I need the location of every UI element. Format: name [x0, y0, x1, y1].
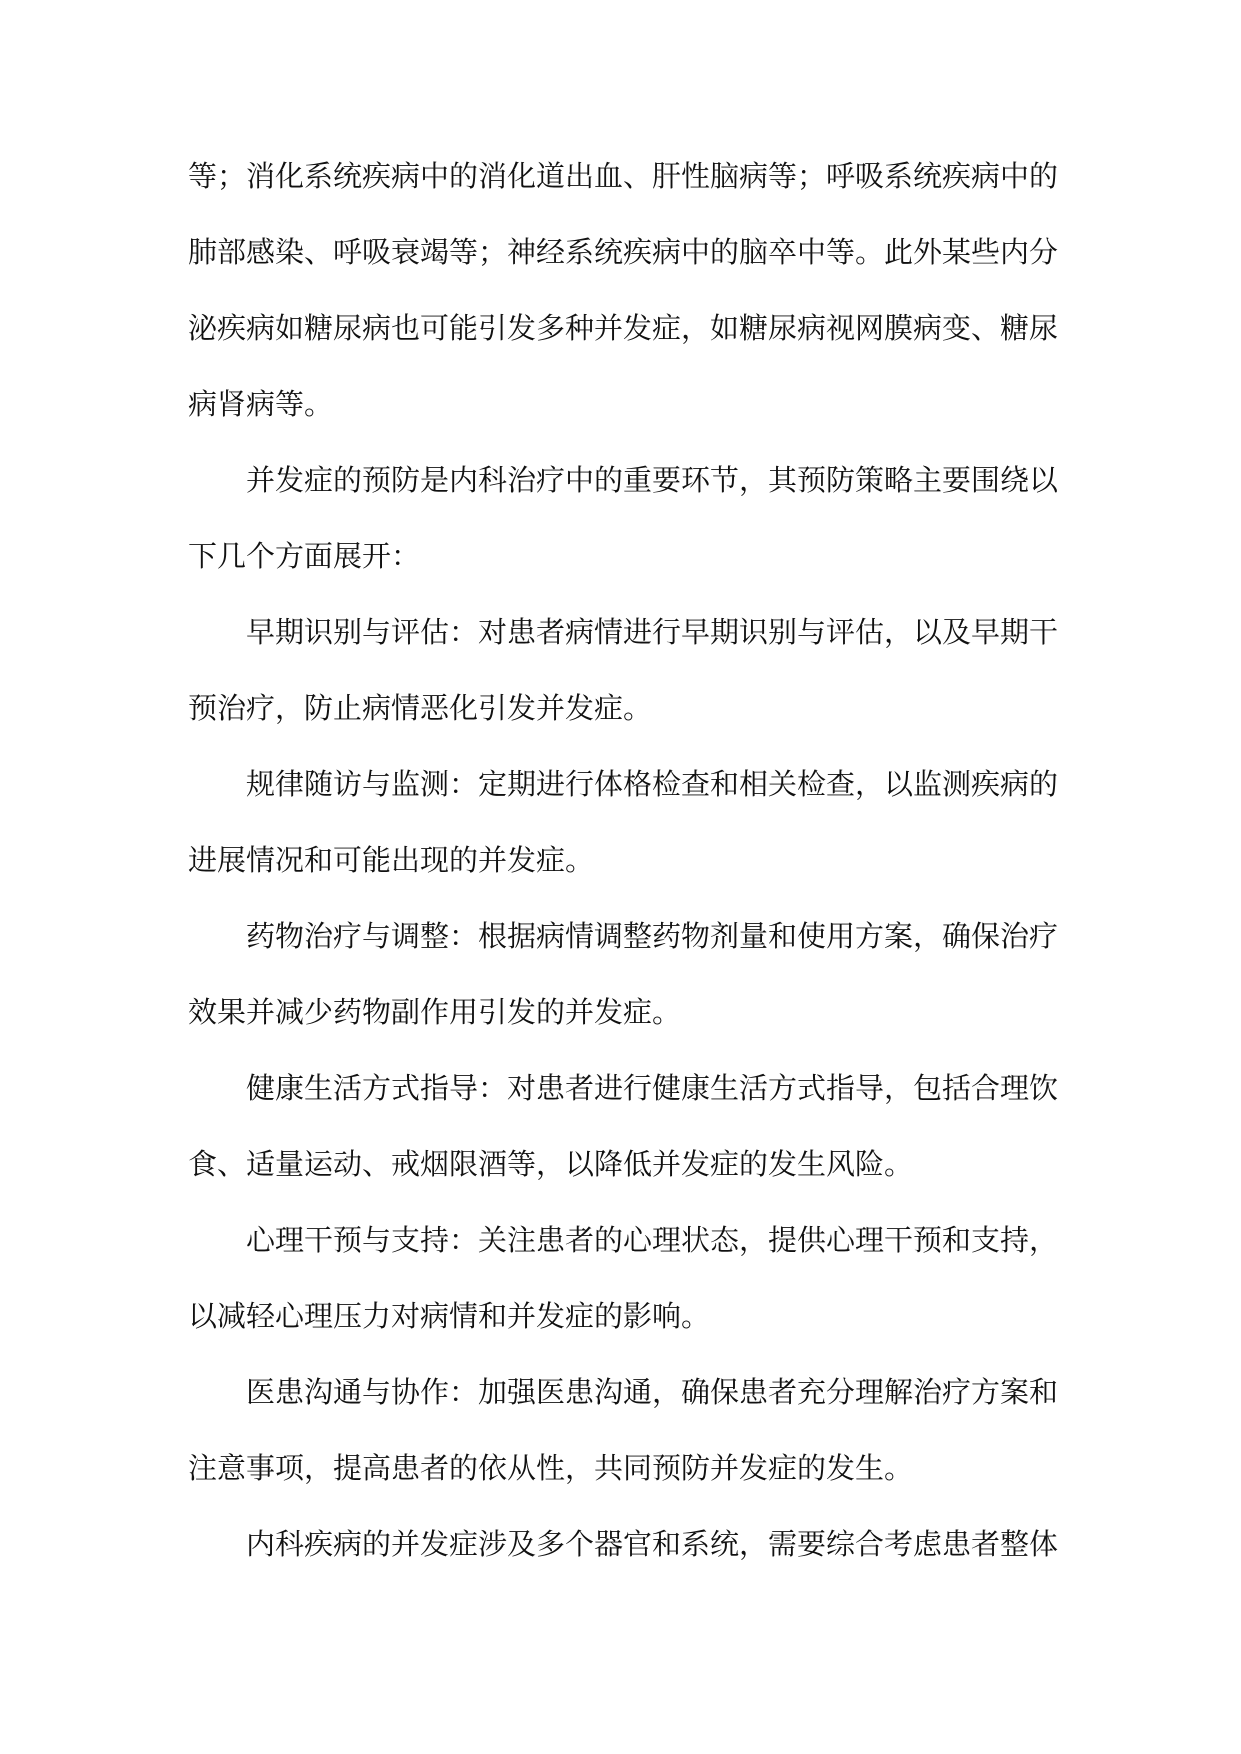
paragraph-doctor-patient-communication: 医患沟通与协作：加强医患沟通，确保患者充分理解治疗方案和注意事项，提高患者的依从性，共同预防并发症的发生。: [188, 1375, 1059, 1485]
document-body: [188, 138, 1058, 1582]
paragraph-conclusion: 内科疾病的并发症涉及多个器官和系统，需要综合考虑患者整体: [246, 1527, 1059, 1561]
paragraph-psychological-support: 心理干预与支持：关注患者的心理状态，提供心理干预和支持，以减轻心理压力对病情和并发症的影响。: [188, 1223, 1059, 1333]
paragraph-complications-list: 等；消化系统疾病中的消化道出血、肝性脑病等；呼吸系统疾病中的肺部感染、呼吸衰竭等；神经系统疾病中的脑卒中等。此外某些内分泌疾病如糖尿病也可能引发多种并发症，如糖尿病视网膜病变、糖尿病肾病等。: [188, 159, 1059, 421]
paragraph-early-identification: 早期识别与评估：对患者病情进行早期识别与评估，以及早期干预治疗，防止病情恶化引发并发症。: [188, 615, 1059, 725]
paragraph-prevention-intro: 并发症的预防是内科治疗中的重要环节，其预防策略主要围绕以下几个方面展开：: [188, 463, 1059, 573]
paragraph-healthy-lifestyle: 健康生活方式指导：对患者进行健康生活方式指导，包括合理饮食、适量运动、戒烟限酒等，以降低并发症的发生风险。: [188, 1071, 1059, 1181]
paragraph-follow-up-monitoring: 规律随访与监测：定期进行体格检查和相关检查，以监测疾病的进展情况和可能出现的并发症。: [188, 767, 1059, 877]
paragraph-drug-therapy: 药物治疗与调整：根据病情调整药物剂量和使用方案，确保治疗效果并减少药物副作用引发的并发症。: [188, 919, 1059, 1029]
